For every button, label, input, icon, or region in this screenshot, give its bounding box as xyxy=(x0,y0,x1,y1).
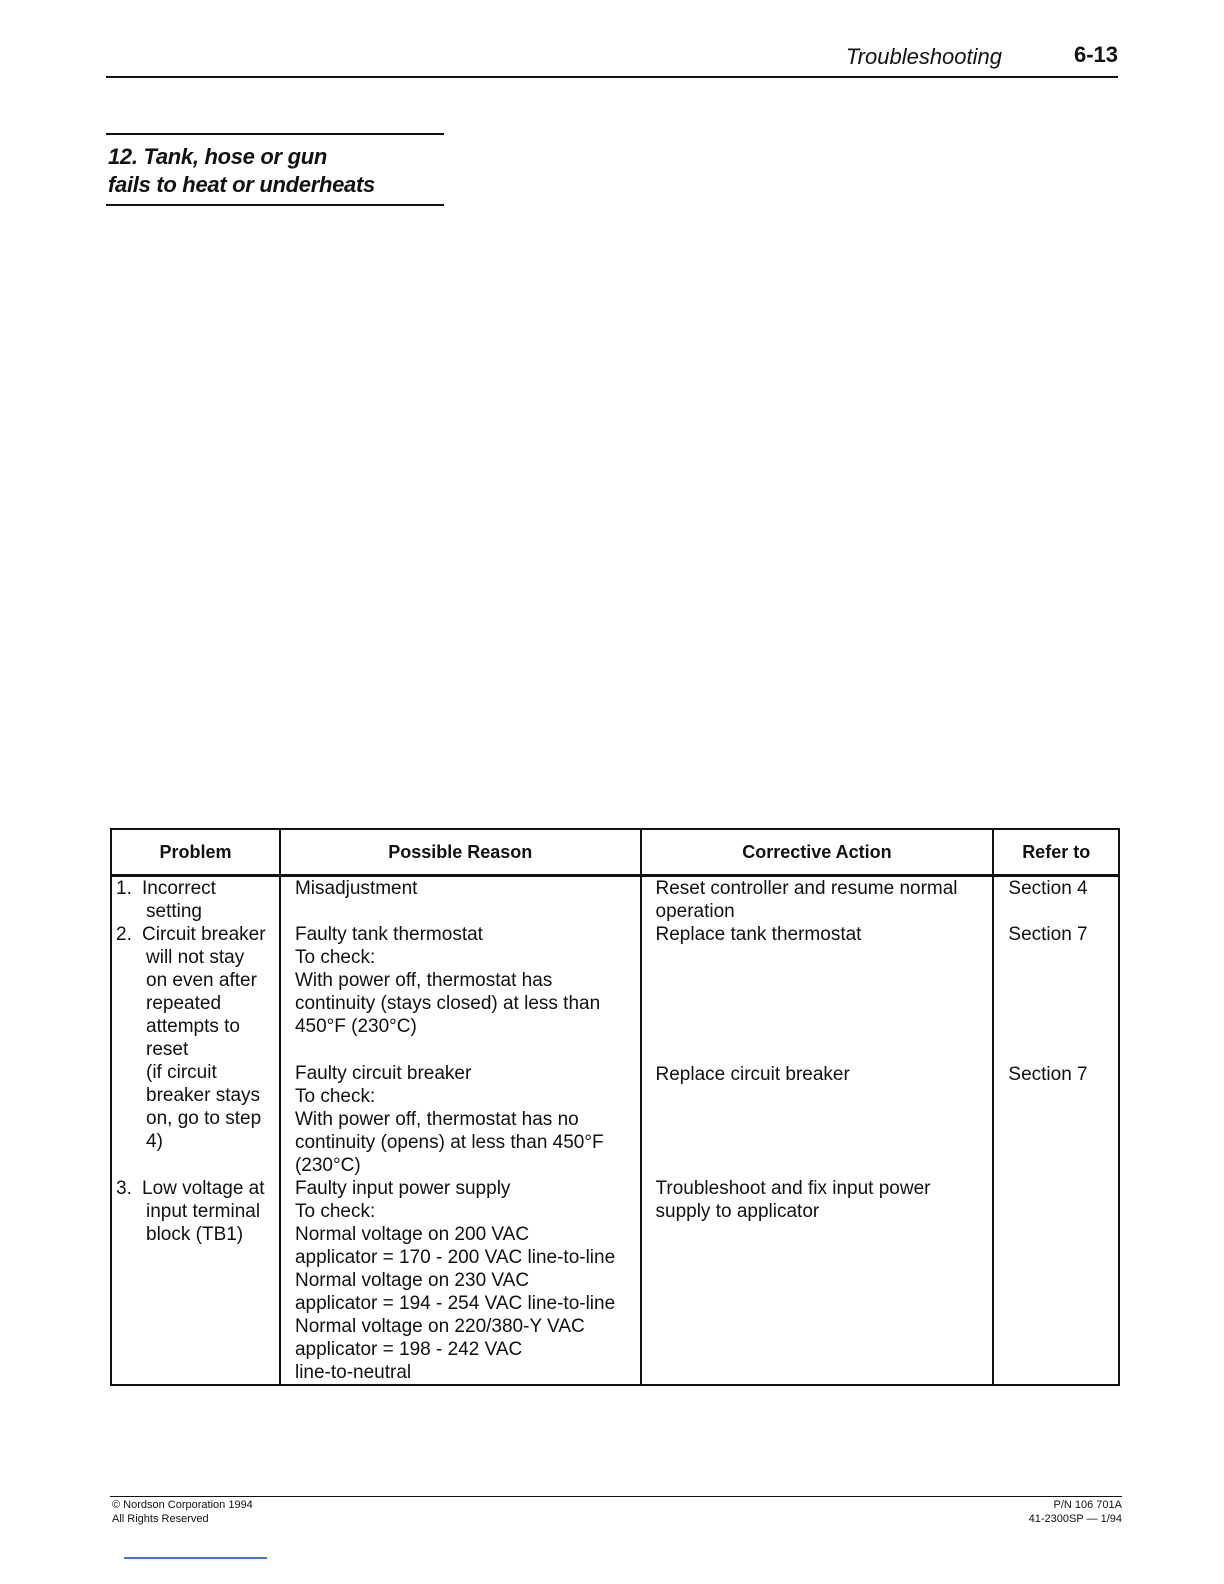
problem-number: 3. xyxy=(116,1178,132,1199)
reason-text: Faulty circuit breaker xyxy=(294,1063,472,1084)
problem-text: Incorrect xyxy=(142,878,216,899)
reason-text: To check: xyxy=(294,1201,376,1222)
reason-cell xyxy=(280,1177,641,1385)
action-cell xyxy=(641,1177,994,1385)
reason-text: Faulty tank thermostat xyxy=(294,924,483,945)
reason-text: (230°C) xyxy=(294,1155,361,1176)
problem-text: attempts to xyxy=(146,1016,240,1037)
reason-cell xyxy=(280,876,641,924)
reason-text: continuity (stays closed) at less than xyxy=(294,993,601,1014)
link-underline-mark xyxy=(124,1557,267,1559)
table-row xyxy=(111,923,1119,1177)
reason-text: applicator = 194 - 254 VAC line-to-line xyxy=(294,1293,616,1314)
problem-text: on even after xyxy=(146,970,257,991)
refer-text: Section 7 xyxy=(1008,1064,1088,1085)
problem-text: 4) xyxy=(146,1131,163,1152)
refer-cell xyxy=(993,876,1119,924)
problem-text: (if circuit xyxy=(146,1062,217,1083)
reason-block xyxy=(295,923,626,1038)
problem-number: 2. xyxy=(116,924,132,945)
reason-text: applicator = 170 - 200 VAC line-to-line xyxy=(294,1247,616,1268)
reason-text: With power off, thermostat has no xyxy=(294,1109,579,1130)
problem-text: on, go to step xyxy=(146,1108,262,1129)
column-header-possible-reason: Possible Reason xyxy=(280,829,641,876)
page-footer xyxy=(110,1496,1122,1525)
action-text: Reset controller and resume normal xyxy=(655,878,958,899)
reason-text: Normal voltage on 220/380-Y VAC xyxy=(294,1316,585,1337)
action-cell xyxy=(641,923,994,1177)
section-title: Troubleshooting xyxy=(845,44,1002,69)
problem-text: block (TB1) xyxy=(146,1224,244,1245)
reason-text: 450°F (230°C) xyxy=(294,1016,417,1037)
column-header-refer-to: Refer to xyxy=(993,829,1119,876)
topic-heading-line-2: fails to heat or underheats xyxy=(108,172,375,197)
column-header-corrective-action: Corrective Action xyxy=(641,829,994,876)
problem-text: repeated xyxy=(146,993,222,1014)
refer-cell xyxy=(993,923,1119,1177)
action-cell xyxy=(641,876,994,924)
table-row xyxy=(111,876,1119,924)
problem-cell xyxy=(111,1177,280,1385)
action-text: Troubleshoot and fix input power xyxy=(655,1178,931,1199)
table-header-row xyxy=(111,829,1119,876)
problem-cell xyxy=(111,876,280,924)
part-number: P/N 106 701A xyxy=(1053,1499,1122,1511)
problem-text: reset xyxy=(146,1039,189,1060)
table-row xyxy=(111,1177,1119,1385)
action-text: supply to applicator xyxy=(655,1201,820,1222)
reason-text: applicator = 198 - 242 VAC xyxy=(294,1339,523,1360)
reason-text: Faulty input power supply xyxy=(294,1178,511,1199)
topic-heading-line-1: 12. Tank, hose or gun xyxy=(108,144,328,169)
problem-text: breaker stays xyxy=(146,1085,261,1106)
problem-cell xyxy=(111,923,280,1177)
reason-text: Misadjustment xyxy=(294,878,418,899)
page-header xyxy=(106,40,1118,78)
reason-text: continuity (opens) at less than 450°F xyxy=(294,1132,604,1153)
refer-text: Section 4 xyxy=(1008,878,1088,899)
action-text: Replace circuit breaker xyxy=(655,1064,850,1085)
reason-text: With power off, thermostat has xyxy=(294,970,553,991)
reason-text: Normal voltage on 230 VAC xyxy=(294,1270,530,1291)
document-code: 41-2300SP — 1/94 xyxy=(1028,1513,1122,1525)
reason-text: line-to-neutral xyxy=(294,1362,412,1383)
copyright-text: © Nordson Corporation 1994 xyxy=(112,1499,253,1511)
reason-text: To check: xyxy=(294,947,376,968)
problem-text: Circuit breaker xyxy=(142,924,266,945)
problem-text: will not stay xyxy=(146,947,245,968)
refer-cell xyxy=(993,1177,1119,1385)
reason-cell xyxy=(280,923,641,1177)
problem-text: input terminal xyxy=(146,1201,261,1222)
problem-text: setting xyxy=(146,901,202,922)
refer-text: Section 7 xyxy=(1008,924,1088,945)
rights-text: All Rights Reserved xyxy=(112,1513,209,1525)
page-number: 6-13 xyxy=(1073,42,1118,67)
reason-text: To check: xyxy=(294,1086,376,1107)
reason-block xyxy=(295,1062,626,1177)
column-header-problem: Problem xyxy=(111,829,280,876)
action-text: Replace tank thermostat xyxy=(655,924,862,945)
topic-heading xyxy=(106,133,444,206)
troubleshooting-table xyxy=(110,828,1120,1386)
problem-text: Low voltage at xyxy=(142,1178,265,1199)
action-text: operation xyxy=(655,901,735,922)
problem-number: 1. xyxy=(116,878,132,899)
reason-text: Normal voltage on 200 VAC xyxy=(294,1224,530,1245)
